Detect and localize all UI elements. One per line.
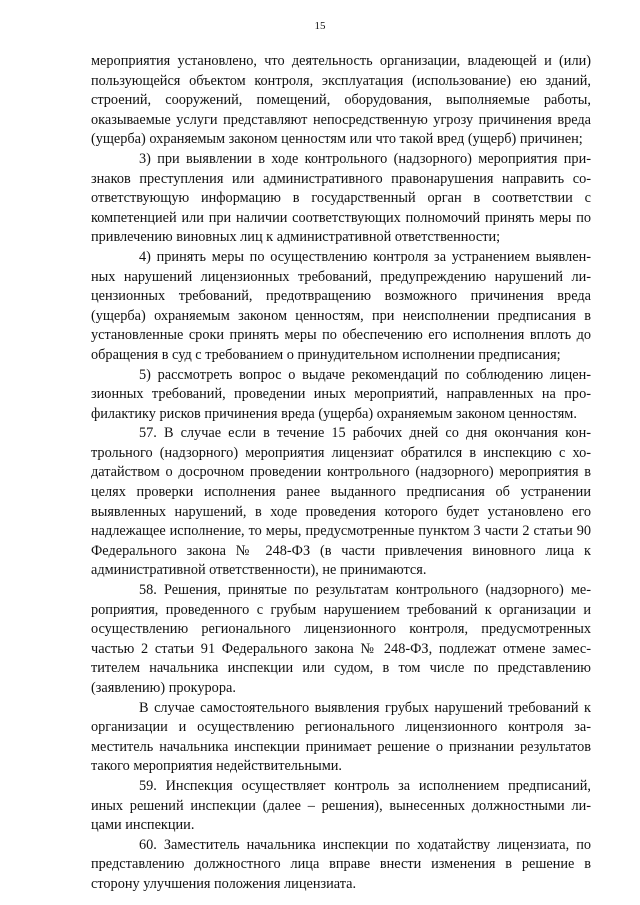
paragraph: 5) рассмотреть вопрос о выдаче рекомендаций по соблюдению лицензионных требований, проведении иных мероприятий, направленных на профилактику рисков причинения вреда (ущерба) охраняемым законом ценностям. xyxy=(91,366,591,422)
paragraph: 3) при выявлении в ходе контрольного (надзорного) мероприятия признаков преступления или административного правонарушения направить соответствующую информацию в государственный орган в соответствии с компетенцией или при наличии соответствующих полномочий принять меры по привлечению виновных лиц к административной ответственности; xyxy=(91,150,591,246)
paragraph: 58. Решения, принятые по результатам контрольного (надзорного) мероприятия, проведенного с грубым нарушением требований к организации и осуществлению регионального лицензионного контроля, предусмотренных частью 2 статьи 91 Федерального закона № 248-ФЗ, подлежат отмене заместителем начальника инспекции или судом, в том числе по представлению (заявлению) прокурора. xyxy=(91,582,591,696)
body-text xyxy=(91,52,591,895)
paragraph: В случае самостоятельного выявления грубых нарушений требований к организации и осуществлению регионального лицензионного контроля заместитель начальника инспекции принимает решение о признании результатов такого мероприятия недействительными. xyxy=(91,699,591,775)
paragraph: 57. В случае если в течение 15 рабочих дней со дня окончания контрольного (надзорного) мероприятия лицензиат обратился в инспекцию с ходатайством о досрочном проведении контрольного (надзорного) мероприятия в целях проверки исполнения ранее выданного предписания об устранении выявленных нарушений, в ходе проведения которого будет установлено его надлежащее исполнение, то меры, предусмотренные пунктом 3 части 2 статьи 90 Федерального закона № 248-ФЗ (в части привлечения виновного лица к административной ответственности), не принимаются. xyxy=(91,425,591,579)
paragraph: мероприятия установлено, что деятельность организации, владеющей и (или) пользующейся объектом контроля, эксплуатация (использование) ею зданий, строений, сооружений, помещений, оборудования, выполняемые работы, оказываемые услуги представляют непосредственную угрозу причинения вреда (ущерба) охраняемым законом ценностям или что такой вред (ущерб) причинен; xyxy=(91,53,591,148)
paragraph: 59. Инспекция осуществляет контроль за исполнением предписаний, иных решений инспекции (далее – решения), вынесенных должностными лицами инспекции. xyxy=(91,777,591,834)
page-number: 15 xyxy=(314,20,326,32)
paragraph: 4) принять меры по осуществлению контроля за устранением выявленных нарушений лицензионных требований, предупреждению нарушений лицензионных требований, предотвращению возможного причинения вреда (ущерба) охраняемым законом ценностям, при неисполнении предписания в установленные сроки принять меры по обеспечению его исполнения вплоть до обращения в суд с требованием о принудительном исполнении предписания; xyxy=(91,248,591,363)
paragraph: 60. Заместитель начальника инспекции по ходатайству лицензиата, по представлению должностного лица вправе внести изменения в решение в сторону улучшения положения лицензиата. xyxy=(91,836,591,892)
